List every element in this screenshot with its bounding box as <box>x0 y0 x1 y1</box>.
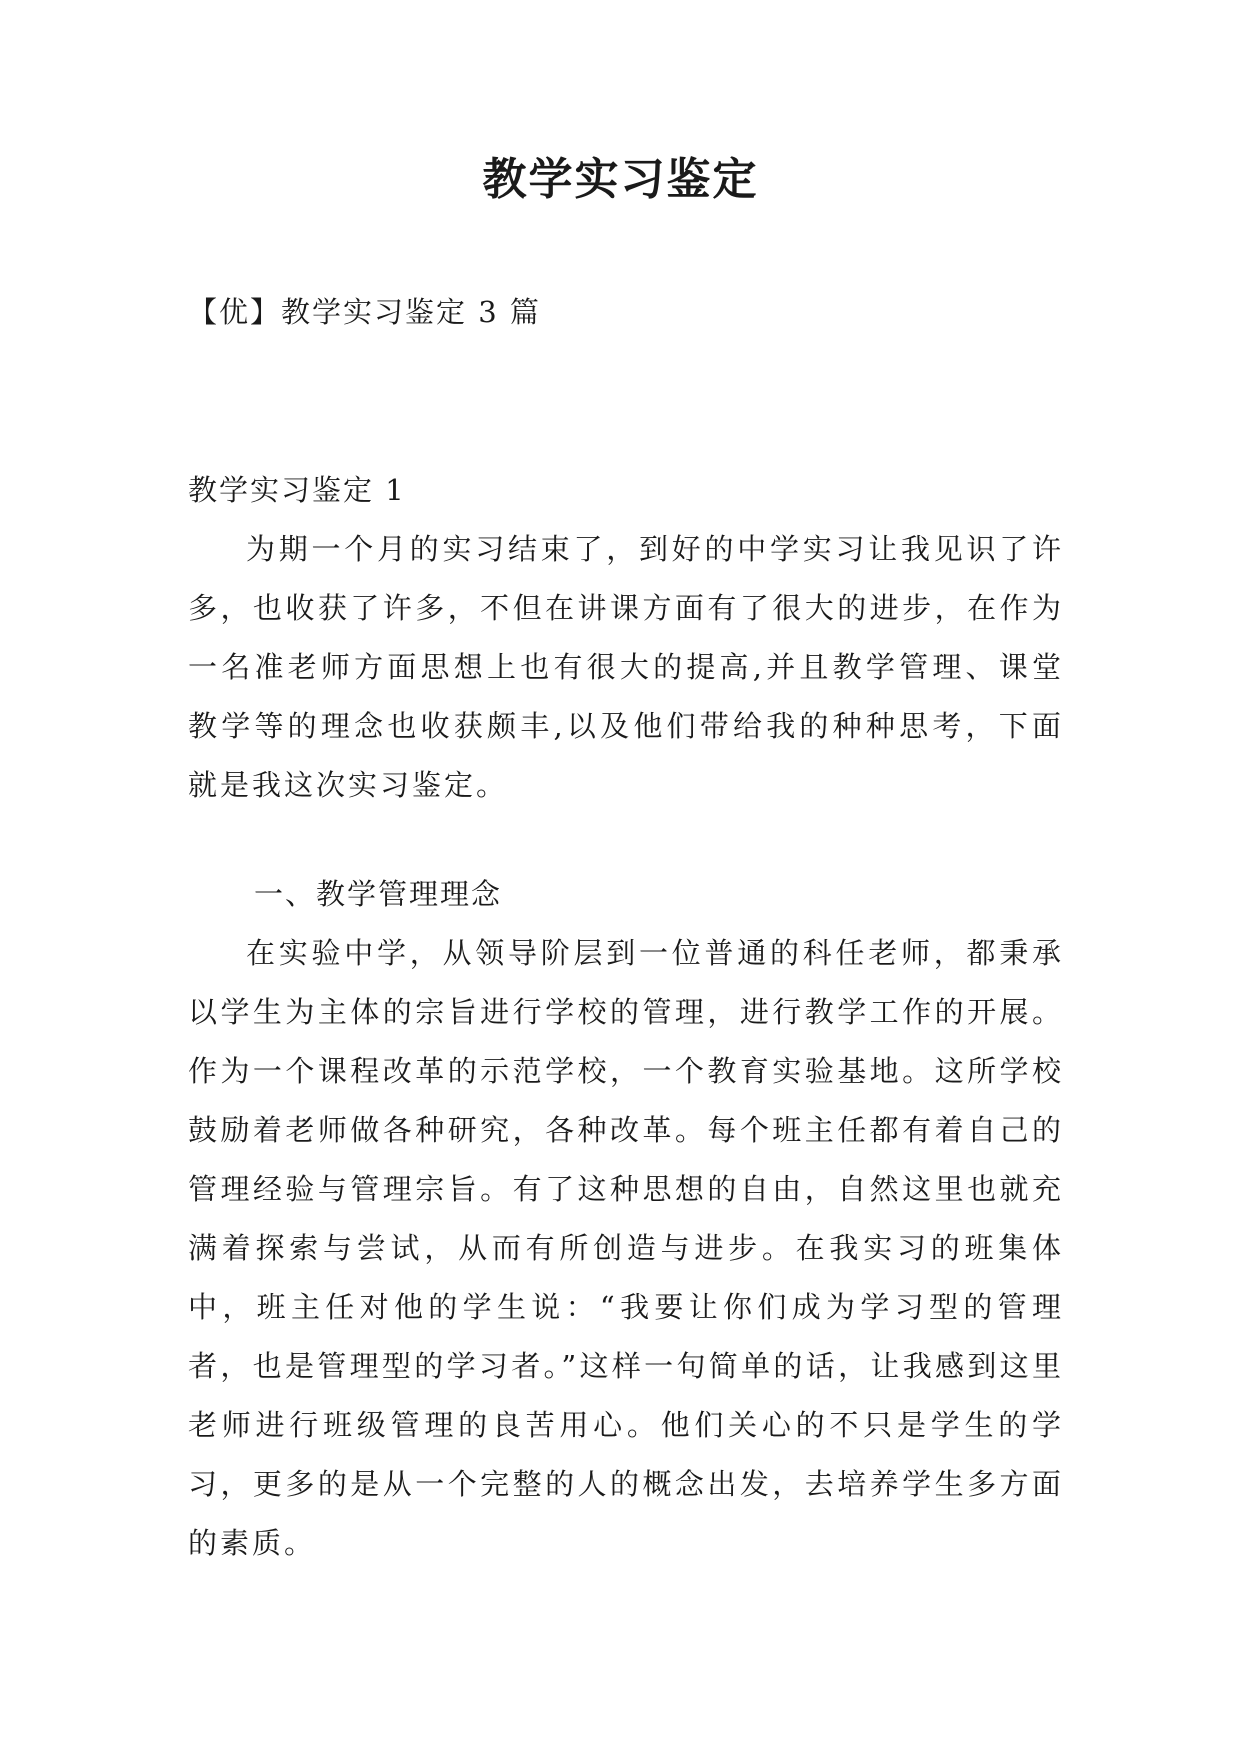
body-paragraph-2: 在实验中学，从领导阶层到一位普通的科任老师，都秉承以学生为主体的宗旨进行学校的管理，进行教学工作的开展。作为一个课程改革的示范学校，一个教育实验基地。这所学校鼓励着老师做各种研究，各种改革。每个班主任都有着自己的管理经验与管理宗旨。有了这种思想的自由，自然这里也就充满着探索与尝试，从而有所创造与进步。在我实习的班集体中，班主任对他的学生说：“我要让你们成为学习型的管理者，也是管理型的学习者。”这样一句简单的话，让我感到这里老师进行班级管理的良苦用心。他们关心的不只是学生的学习，更多的是从一个完整的人的概念出发，去培养学生多方面的素质。 <box>188 936 1064 1560</box>
subheading-management-philosophy: 一、教学管理理念 <box>254 877 503 911</box>
document-subtitle: 【优】教学实习鉴定 3 篇 <box>188 295 541 329</box>
body-paragraph-1: 为期一个月的实习结束了，到好的中学实习让我见识了许多，也收获了许多，不但在讲课方面有了很大的进步，在作为一名准老师方面思想上也有很大的提高,并且教学管理、课堂教学等的理念也收获颇丰,以及他们带给我的种种思考，下面就是我这次实习鉴定。 <box>188 532 1064 802</box>
document-title: 教学实习鉴定 <box>482 154 759 205</box>
section-heading: 教学实习鉴定 1 <box>188 473 406 507</box>
